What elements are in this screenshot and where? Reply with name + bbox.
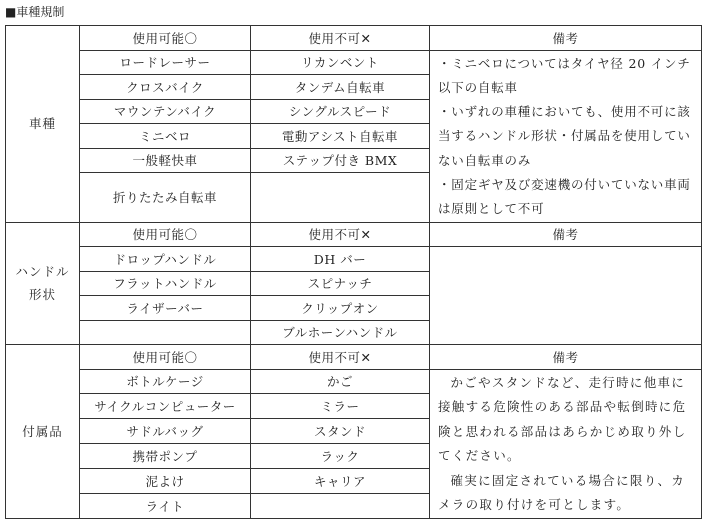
header-ng: 使用不可✕ <box>251 222 430 247</box>
remark-item: ・固定ギヤ及び変速機の付いていない車両は原則として不可 <box>438 176 691 217</box>
header-ng: 使用不可✕ <box>251 345 430 370</box>
ok-cell: ボトルケージ <box>80 369 251 394</box>
ng-cell: ステップ付き BMX <box>251 148 430 173</box>
ok-cell: サイクルコンピューター <box>80 394 251 419</box>
category-handle: ハンドル 形状 <box>6 222 80 345</box>
ok-cell: フラットハンドル <box>80 271 251 296</box>
ng-cell: スタンド <box>251 419 430 444</box>
ok-cell: ミニベロ <box>80 124 251 149</box>
ok-cell: 泥よけ <box>80 468 251 493</box>
ok-cell: クロスバイク <box>80 75 251 100</box>
table-row <box>6 26 702 51</box>
ok-cell: サドルバッグ <box>80 419 251 444</box>
ok-cell: 携帯ポンプ <box>80 444 251 469</box>
table-row <box>6 369 702 394</box>
vehicle-remarks <box>430 50 702 222</box>
remark-item: かごやスタンドなど、走行時に他車に接触する危険性のある部品や転倒時に危険と思われる部品はあらかじめ取り外してください。 <box>438 374 687 464</box>
ok-cell: ライザーバー <box>80 296 251 321</box>
header-ok: 使用可能〇 <box>80 345 251 370</box>
remark-item: ・いずれの車種においても、使用不可に該当するハンドル形状・付属品を使用していない自転車のみ <box>438 104 691 168</box>
handle-remarks-empty <box>430 247 702 345</box>
table-row <box>6 50 702 75</box>
ng-cell: ラック <box>251 444 430 469</box>
accessories-remarks <box>430 369 702 518</box>
table-row <box>6 222 702 247</box>
ng-cell: リカンベント <box>251 50 430 75</box>
ng-cell: ミラー <box>251 394 430 419</box>
ng-cell: タンデム自転車 <box>251 75 430 100</box>
section-title: ■車種規制 <box>5 5 65 19</box>
table-row <box>6 345 702 370</box>
ng-cell: スピナッチ <box>251 271 430 296</box>
header-ok: 使用可能〇 <box>80 222 251 247</box>
ng-cell: 電動アシスト自転車 <box>251 124 430 149</box>
ok-cell: 折りたたみ自転車 <box>80 173 251 223</box>
category-accessories: 付属品 <box>6 345 80 519</box>
ok-cell: マウンテンバイク <box>80 99 251 124</box>
ng-cell: シングルスピード <box>251 99 430 124</box>
header-remarks: 備考 <box>430 26 702 51</box>
ng-cell: DH バー <box>251 247 430 272</box>
category-vehicle: 車種 <box>6 26 80 223</box>
ok-cell: 一般軽快車 <box>80 148 251 173</box>
ng-cell: キャリア <box>251 468 430 493</box>
header-ok: 使用可能〇 <box>80 26 251 51</box>
ng-cell: ブルホーンハンドル <box>251 320 430 345</box>
remark-item: ・ミニベロについてはタイヤ径 20 インチ以下の自転車 <box>438 55 691 95</box>
ok-cell: ロードレーサー <box>80 50 251 75</box>
ok-cell: ドロップハンドル <box>80 247 251 272</box>
remark-item: 確実に固定されている場合に限り、カメラの取り付けを可とします。 <box>438 472 686 513</box>
ng-cell <box>251 493 430 518</box>
ng-cell <box>251 173 430 223</box>
header-ng: 使用不可✕ <box>251 26 430 51</box>
ng-cell: クリップオン <box>251 296 430 321</box>
ng-cell: かご <box>251 369 430 394</box>
ok-cell: ライト <box>80 493 251 518</box>
header-remarks: 備考 <box>430 222 702 247</box>
table-row <box>6 247 702 272</box>
ok-cell <box>80 320 251 345</box>
header-remarks: 備考 <box>430 345 702 370</box>
regulation-table <box>5 25 702 519</box>
